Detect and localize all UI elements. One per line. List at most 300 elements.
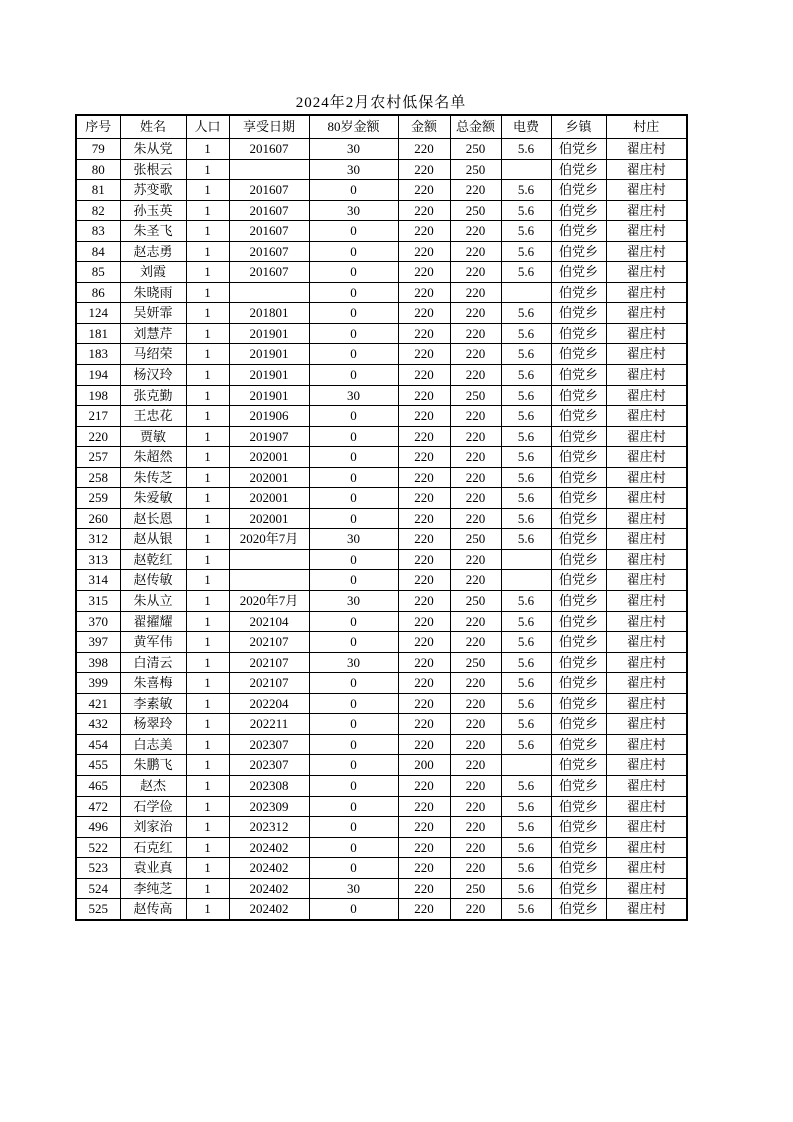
table-cell: 220 (450, 775, 501, 796)
table-cell: 翟庄村 (606, 180, 687, 201)
table-cell: 220 (450, 365, 501, 386)
table-row (76, 282, 687, 303)
table-cell: 1 (186, 714, 229, 735)
table-cell: 5.6 (501, 241, 551, 262)
table-cell: 翟庄村 (606, 323, 687, 344)
table-cell: 522 (76, 837, 120, 858)
table-cell: 220 (398, 303, 450, 324)
table-cell: 202312 (229, 817, 309, 838)
table-cell: 220 (398, 693, 450, 714)
table-cell: 525 (76, 899, 120, 920)
table-row (76, 673, 687, 694)
table-cell: 0 (309, 406, 398, 427)
table-cell: 翟庄村 (606, 652, 687, 673)
table-cell: 朱传芝 (120, 467, 186, 488)
table-row (76, 488, 687, 509)
table-cell: 赵传敏 (120, 570, 186, 591)
table-cell: 220 (450, 344, 501, 365)
table-cell: 202001 (229, 488, 309, 509)
table-cell: 201607 (229, 241, 309, 262)
table-row (76, 159, 687, 180)
table-cell: 81 (76, 180, 120, 201)
header-cell-name: 姓名 (120, 115, 186, 139)
table-cell: 2020年7月 (229, 529, 309, 550)
table-cell: 250 (450, 200, 501, 221)
table-cell: 王忠花 (120, 406, 186, 427)
table-cell: 1 (186, 241, 229, 262)
table-cell: 79 (76, 139, 120, 160)
table-row (76, 775, 687, 796)
table-cell: 1 (186, 734, 229, 755)
table-cell: 5.6 (501, 611, 551, 632)
table-cell: 翟庄村 (606, 858, 687, 879)
table-row (76, 714, 687, 735)
table-cell: 0 (309, 837, 398, 858)
table-cell: 5.6 (501, 529, 551, 550)
table-cell: 1 (186, 159, 229, 180)
table-cell: 翟庄村 (606, 139, 687, 160)
table-cell: 伯党乡 (551, 591, 606, 612)
table-cell: 257 (76, 447, 120, 468)
table-cell: 苏变歌 (120, 180, 186, 201)
table-cell: 朱喜梅 (120, 673, 186, 694)
table-cell: 翟庄村 (606, 344, 687, 365)
table-cell: 5.6 (501, 632, 551, 653)
table-cell: 伯党乡 (551, 447, 606, 468)
table-cell: 翟庄村 (606, 734, 687, 755)
table-cell: 30 (309, 652, 398, 673)
table-row (76, 426, 687, 447)
table-cell: 翟庄村 (606, 385, 687, 406)
table-cell: 80 (76, 159, 120, 180)
table-cell: 217 (76, 406, 120, 427)
table-cell: 220 (398, 837, 450, 858)
table-row (76, 632, 687, 653)
table-cell: 201607 (229, 180, 309, 201)
table-cell: 石克红 (120, 837, 186, 858)
table-cell: 220 (398, 241, 450, 262)
table-cell: 260 (76, 508, 120, 529)
table-cell: 201901 (229, 344, 309, 365)
table-row (76, 262, 687, 283)
table-cell: 1 (186, 796, 229, 817)
table-cell: 220 (398, 714, 450, 735)
table-cell: 202308 (229, 775, 309, 796)
table-cell: 伯党乡 (551, 858, 606, 879)
table-cell: 伯党乡 (551, 693, 606, 714)
table-cell: 30 (309, 385, 398, 406)
table-cell: 翟庄村 (606, 899, 687, 920)
table-cell: 白志美 (120, 734, 186, 755)
table-cell: 0 (309, 426, 398, 447)
table-cell: 0 (309, 303, 398, 324)
table-cell: 1 (186, 406, 229, 427)
table-cell: 201607 (229, 200, 309, 221)
table-cell: 220 (398, 200, 450, 221)
table-cell: 1 (186, 344, 229, 365)
table-cell: 202211 (229, 714, 309, 735)
table-cell: 220 (398, 817, 450, 838)
table-cell: 1 (186, 139, 229, 160)
table-cell: 220 (450, 796, 501, 817)
table-cell: 伯党乡 (551, 180, 606, 201)
table-cell: 翟庄村 (606, 755, 687, 776)
table-cell: 220 (450, 714, 501, 735)
table-cell: 5.6 (501, 200, 551, 221)
table-cell: 1 (186, 549, 229, 570)
table-cell: 30 (309, 529, 398, 550)
table-cell: 220 (398, 262, 450, 283)
table-cell: 202402 (229, 899, 309, 920)
header-cell-benefit-date: 享受日期 (229, 115, 309, 139)
table-cell: 5.6 (501, 323, 551, 344)
table-cell: 5.6 (501, 673, 551, 694)
table-cell: 0 (309, 611, 398, 632)
table-cell: 220 (398, 611, 450, 632)
table-cell: 朱鹏飞 (120, 755, 186, 776)
table-cell: 翟庄村 (606, 262, 687, 283)
table-cell: 刘家治 (120, 817, 186, 838)
table-cell: 伯党乡 (551, 262, 606, 283)
table-cell: 1 (186, 508, 229, 529)
table-cell: 220 (398, 775, 450, 796)
table-cell: 220 (450, 447, 501, 468)
table-cell: 1 (186, 591, 229, 612)
table-cell: 250 (450, 139, 501, 160)
table-cell: 0 (309, 570, 398, 591)
table-cell: 0 (309, 858, 398, 879)
table-row (76, 385, 687, 406)
table-cell: 220 (450, 426, 501, 447)
table-cell: 赵志勇 (120, 241, 186, 262)
table-cell: 赵传高 (120, 899, 186, 920)
table-row (76, 508, 687, 529)
header-cell-serial: 序号 (76, 115, 120, 139)
table-cell: 马绍荣 (120, 344, 186, 365)
table-cell: 5.6 (501, 385, 551, 406)
table-cell: 397 (76, 632, 120, 653)
table-cell: 86 (76, 282, 120, 303)
table-cell: 朱圣飞 (120, 221, 186, 242)
table-cell: 0 (309, 365, 398, 386)
table-cell: 83 (76, 221, 120, 242)
table-cell: 220 (450, 549, 501, 570)
table-cell: 伯党乡 (551, 817, 606, 838)
table-cell: 202307 (229, 734, 309, 755)
table-cell: 伯党乡 (551, 549, 606, 570)
table-cell: 220 (398, 467, 450, 488)
table-cell (501, 282, 551, 303)
table-cell: 314 (76, 570, 120, 591)
table-cell: 370 (76, 611, 120, 632)
table-cell: 455 (76, 755, 120, 776)
table-cell: 220 (398, 488, 450, 509)
table-cell: 翟庄村 (606, 365, 687, 386)
table-row (76, 447, 687, 468)
table-row (76, 221, 687, 242)
table-cell: 220 (398, 139, 450, 160)
table-cell: 1 (186, 673, 229, 694)
table-cell: 202107 (229, 673, 309, 694)
table-row (76, 570, 687, 591)
table-cell: 201607 (229, 139, 309, 160)
table-cell: 翟庄村 (606, 611, 687, 632)
table-row (76, 837, 687, 858)
table-cell: 0 (309, 549, 398, 570)
table-cell: 523 (76, 858, 120, 879)
page-title: 2024年2月农村低保名单 (295, 95, 467, 111)
table-cell: 398 (76, 652, 120, 673)
table-cell: 伯党乡 (551, 796, 606, 817)
table-cell: 吴妍霏 (120, 303, 186, 324)
table-cell: 5.6 (501, 693, 551, 714)
table-row (76, 323, 687, 344)
table-cell: 翟庄村 (606, 303, 687, 324)
table-row (76, 241, 687, 262)
table-cell: 5.6 (501, 837, 551, 858)
table-cell: 198 (76, 385, 120, 406)
table-cell: 伯党乡 (551, 200, 606, 221)
table-cell: 1 (186, 488, 229, 509)
table-cell: 0 (309, 241, 398, 262)
table-cell: 1 (186, 570, 229, 591)
table-cell: 朱从立 (120, 591, 186, 612)
table-cell: 220 (398, 323, 450, 344)
table-cell: 220 (398, 282, 450, 303)
table-row (76, 899, 687, 920)
table-cell: 5.6 (501, 714, 551, 735)
table-cell: 220 (450, 673, 501, 694)
table-cell: 0 (309, 467, 398, 488)
table-cell: 1 (186, 282, 229, 303)
table-cell: 0 (309, 447, 398, 468)
table-cell: 朱超然 (120, 447, 186, 468)
table-row (76, 139, 687, 160)
table-cell: 220 (398, 180, 450, 201)
table-cell: 250 (450, 591, 501, 612)
table-cell: 赵杰 (120, 775, 186, 796)
table-cell: 201901 (229, 365, 309, 386)
table-cell: 翟庄村 (606, 693, 687, 714)
table-cell: 202001 (229, 447, 309, 468)
table-cell: 5.6 (501, 775, 551, 796)
table-cell: 220 (450, 837, 501, 858)
table-cell: 30 (309, 200, 398, 221)
table-cell: 伯党乡 (551, 488, 606, 509)
table-row (76, 406, 687, 427)
table-cell: 5.6 (501, 488, 551, 509)
table-cell: 袁业真 (120, 858, 186, 879)
table-cell: 0 (309, 180, 398, 201)
table-cell: 5.6 (501, 734, 551, 755)
table-cell: 0 (309, 899, 398, 920)
table-cell: 0 (309, 673, 398, 694)
table-cell: 伯党乡 (551, 159, 606, 180)
table-cell: 1 (186, 426, 229, 447)
welfare-roster-table (75, 114, 688, 921)
table-cell: 翟庄村 (606, 775, 687, 796)
table-cell: 465 (76, 775, 120, 796)
table-row (76, 817, 687, 838)
header-cell-age80-amount: 80岁金额 (309, 115, 398, 139)
table-cell: 1 (186, 632, 229, 653)
table-cell: 张克勤 (120, 385, 186, 406)
table-cell: 258 (76, 467, 120, 488)
table-cell: 201901 (229, 323, 309, 344)
table-cell: 220 (398, 221, 450, 242)
table-cell: 5.6 (501, 447, 551, 468)
table-cell: 82 (76, 200, 120, 221)
table-cell: 421 (76, 693, 120, 714)
table-row (76, 652, 687, 673)
table-cell: 伯党乡 (551, 467, 606, 488)
table-cell: 0 (309, 344, 398, 365)
table-cell: 181 (76, 323, 120, 344)
table-row (76, 365, 687, 386)
table-cell: 翟庄村 (606, 159, 687, 180)
table-cell: 5.6 (501, 899, 551, 920)
table-cell: 伯党乡 (551, 221, 606, 242)
table-row (76, 734, 687, 755)
table-cell: 0 (309, 734, 398, 755)
table-row (76, 180, 687, 201)
table-cell: 伯党乡 (551, 652, 606, 673)
table-cell: 202307 (229, 755, 309, 776)
table-cell: 0 (309, 775, 398, 796)
table-cell: 496 (76, 817, 120, 838)
table-cell: 250 (450, 159, 501, 180)
table-cell: 翟庄村 (606, 837, 687, 858)
table-cell: 赵乾红 (120, 549, 186, 570)
table-cell: 220 (76, 426, 120, 447)
table-cell: 伯党乡 (551, 139, 606, 160)
table-cell: 2020年7月 (229, 591, 309, 612)
table-cell: 5.6 (501, 652, 551, 673)
table-row (76, 200, 687, 221)
table-cell: 翟庄村 (606, 632, 687, 653)
table-cell: 30 (309, 591, 398, 612)
table-cell: 1 (186, 755, 229, 776)
header-cell-population: 人口 (186, 115, 229, 139)
table-row (76, 549, 687, 570)
table-cell: 220 (450, 406, 501, 427)
table-cell: 1 (186, 447, 229, 468)
table-cell: 1 (186, 878, 229, 899)
table-cell: 432 (76, 714, 120, 735)
table-cell: 伯党乡 (551, 714, 606, 735)
table-cell: 翟庄村 (606, 426, 687, 447)
header-cell-total-amount: 总金额 (450, 115, 501, 139)
table-cell: 翟庄村 (606, 406, 687, 427)
table-cell: 220 (450, 755, 501, 776)
table-cell: 1 (186, 611, 229, 632)
table-cell: 李纯芝 (120, 878, 186, 899)
table-cell: 5.6 (501, 139, 551, 160)
table-cell: 1 (186, 467, 229, 488)
table-cell: 伯党乡 (551, 241, 606, 262)
table-cell: 1 (186, 899, 229, 920)
header-cell-electricity: 电费 (501, 115, 551, 139)
table-cell: 220 (450, 262, 501, 283)
table-cell: 翟庄村 (606, 282, 687, 303)
table-cell: 220 (398, 652, 450, 673)
table-row (76, 693, 687, 714)
table-cell: 5.6 (501, 365, 551, 386)
table-cell: 220 (398, 796, 450, 817)
table-row (76, 344, 687, 365)
table-cell: 202402 (229, 837, 309, 858)
table-cell: 朱从党 (120, 139, 186, 160)
table-cell: 伯党乡 (551, 323, 606, 344)
table-cell: 翟庄村 (606, 447, 687, 468)
table-row (76, 303, 687, 324)
table-row (76, 755, 687, 776)
table-cell (229, 159, 309, 180)
table-cell: 220 (398, 365, 450, 386)
table-row (76, 591, 687, 612)
table-cell: 翟擢耀 (120, 611, 186, 632)
table-cell: 5.6 (501, 303, 551, 324)
table-cell: 220 (450, 180, 501, 201)
table-cell: 朱爱敏 (120, 488, 186, 509)
table-cell: 1 (186, 303, 229, 324)
table-cell: 伯党乡 (551, 837, 606, 858)
table-cell: 1 (186, 200, 229, 221)
table-cell: 孙玉英 (120, 200, 186, 221)
table-cell: 220 (398, 734, 450, 755)
table-cell: 白清云 (120, 652, 186, 673)
table-cell: 220 (450, 693, 501, 714)
table-cell: 220 (450, 858, 501, 879)
table-cell: 202001 (229, 467, 309, 488)
table-cell: 202309 (229, 796, 309, 817)
table-cell: 201801 (229, 303, 309, 324)
table-cell: 200 (398, 755, 450, 776)
table-cell (501, 570, 551, 591)
table-cell: 202107 (229, 652, 309, 673)
table-cell: 202104 (229, 611, 309, 632)
table-cell: 伯党乡 (551, 755, 606, 776)
table-cell: 250 (450, 529, 501, 550)
table-cell: 220 (398, 426, 450, 447)
table-cell: 伯党乡 (551, 426, 606, 447)
table-cell: 250 (450, 385, 501, 406)
table-cell: 翟庄村 (606, 488, 687, 509)
table-cell: 翟庄村 (606, 508, 687, 529)
table-cell: 5.6 (501, 262, 551, 283)
table-cell: 1 (186, 529, 229, 550)
table-cell: 0 (309, 488, 398, 509)
table-cell: 220 (398, 673, 450, 694)
table-cell: 399 (76, 673, 120, 694)
table-cell: 220 (450, 508, 501, 529)
table-cell: 202402 (229, 858, 309, 879)
table-cell: 1 (186, 693, 229, 714)
table-cell: 250 (450, 878, 501, 899)
table-cell: 250 (450, 652, 501, 673)
table-cell: 84 (76, 241, 120, 262)
table-cell: 220 (398, 878, 450, 899)
table-cell: 伯党乡 (551, 508, 606, 529)
table-cell: 220 (450, 570, 501, 591)
table-cell: 524 (76, 878, 120, 899)
header-cell-amount: 金额 (398, 115, 450, 139)
table-cell: 1 (186, 365, 229, 386)
table-cell: 201907 (229, 426, 309, 447)
table-cell: 220 (398, 529, 450, 550)
table-cell: 0 (309, 632, 398, 653)
table-cell: 220 (398, 632, 450, 653)
